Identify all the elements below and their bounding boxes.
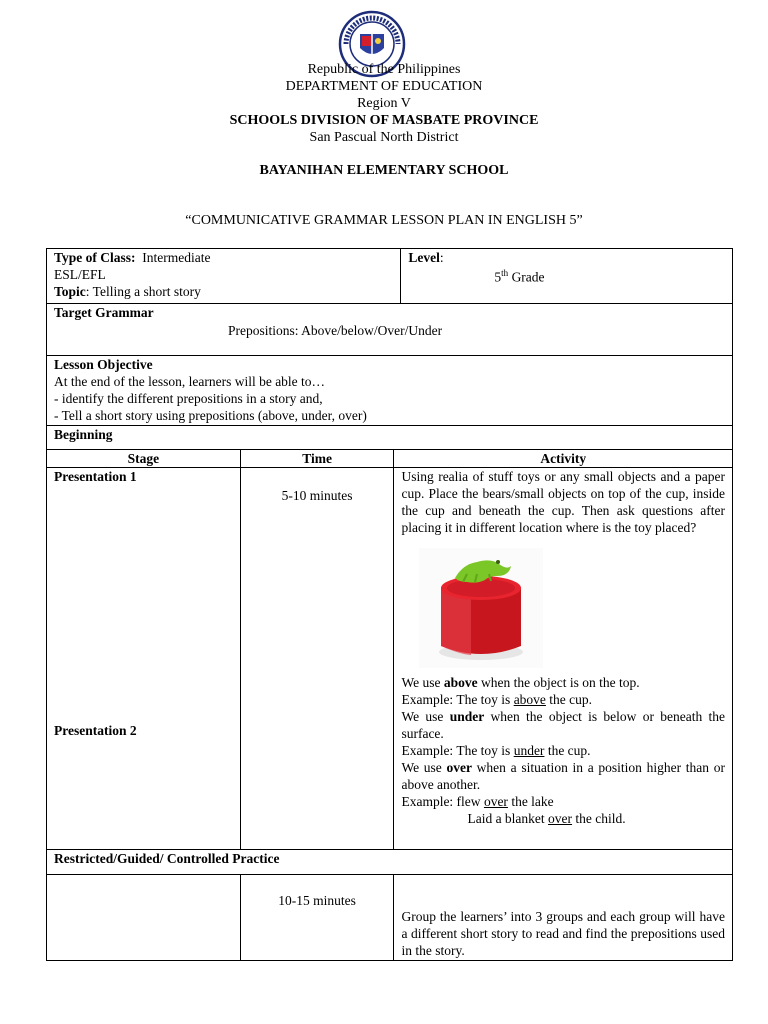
column-header-activity: Activity	[394, 450, 733, 468]
practice-activity-cell	[394, 875, 733, 961]
lesson-objective-cell	[47, 356, 733, 426]
presentation-1-label: Presentation 1	[54, 469, 137, 484]
objective-line: At the end of the lesson, learners will be able to…	[54, 374, 326, 389]
over-definition: We use over when a situation in a position higher than or above another.	[401, 760, 725, 792]
over-example-2: Laid a blanket over the child.	[467, 811, 626, 826]
presentation-2-label: Presentation 2	[54, 723, 137, 738]
presentation-1-activity: Using realia of stuff toys or any small objects and a paper cup. Place the bears/small objects on top of the cup, inside the cup and beneath the cup. Then ask questions after placing it in different location where is the toy placed?	[401, 469, 725, 535]
grade-value: 5th Grade	[494, 268, 545, 285]
practice-time: 10-15 minutes	[278, 893, 356, 908]
department-line: DEPARTMENT OF EDUCATION	[285, 79, 483, 94]
presentation-activity-cell	[394, 468, 733, 850]
target-grammar-value: Prepositions: Above/below/Over/Under	[228, 323, 443, 338]
level-cell: Level: 5th Grade	[401, 249, 733, 304]
objective-line: - Tell a short story using prepositions (above, under, over)	[54, 408, 367, 423]
region-line: Region V	[357, 96, 411, 111]
practice-label-row	[47, 850, 733, 875]
topic-label: Topic	[54, 284, 86, 299]
cup-toy-photo	[419, 548, 543, 668]
beginning-label: Beginning	[54, 427, 113, 442]
lesson-objective-label: Lesson Objective	[54, 357, 153, 372]
above-example: Example: The toy is above the cup.	[401, 692, 593, 707]
level-label: Level	[408, 250, 440, 265]
column-header-stage: Stage	[47, 450, 241, 468]
republic-line: Republic of the Philippines	[307, 62, 461, 77]
topic-value: Telling a short story	[92, 284, 201, 299]
under-example: Example: The toy is under the cup.	[401, 743, 591, 758]
class-info-cell: Type of Class: Intermediate ESL/EFL Topic: Telling a short story	[47, 249, 401, 304]
lesson-objective-row	[47, 356, 733, 426]
practice-activity: Group the learners’ into 3 groups and each group will have a different short story to read and find the prepositions used in the story.	[401, 909, 725, 958]
practice-label-cell	[47, 850, 733, 875]
target-grammar-row	[47, 304, 733, 356]
presentation-stage-cell	[47, 468, 241, 850]
presentation-time-cell	[240, 468, 394, 850]
column-header-time: Time	[240, 450, 394, 468]
beginning-row	[47, 426, 733, 450]
red-cup-with-toy-image	[419, 548, 543, 668]
division-line: SCHOOLS DIVISION OF MASBATE PROVINCE	[229, 113, 539, 128]
target-grammar-label: Target Grammar	[54, 305, 154, 320]
objective-line: - identify the different prepositions in a story and,	[54, 391, 323, 406]
practice-label: Restricted/Guided/ Controlled Practice	[54, 851, 280, 866]
presentation-1-time: 5-10 minutes	[281, 488, 353, 503]
district-line: San Pascual North District	[309, 130, 459, 145]
presentation-row	[47, 468, 733, 850]
school-name: BAYANIHAN ELEMENTARY SCHOOL	[259, 163, 509, 178]
above-definition: We use above when the object is on the top.	[401, 675, 640, 690]
class-info-row	[47, 249, 733, 304]
practice-time-cell	[240, 875, 394, 961]
lesson-plan-table	[46, 248, 733, 961]
over-example: Example: flew over the lake	[401, 794, 554, 809]
beginning-cell	[47, 426, 733, 450]
practice-row	[47, 875, 733, 961]
lesson-plan-title: “COMMUNICATIVE GRAMMAR LESSON PLAN IN ENGLISH 5”	[185, 213, 583, 228]
practice-stage-cell	[47, 875, 241, 961]
under-definition: We use under when the object is below or beneath the surface.	[401, 709, 725, 741]
column-header-row	[47, 450, 733, 468]
type-of-class-value: Intermediate	[142, 250, 211, 265]
type-of-class-value-2: ESL/EFL	[54, 267, 106, 282]
target-grammar-cell	[47, 304, 733, 356]
type-of-class-label: Type of Class	[54, 250, 132, 265]
